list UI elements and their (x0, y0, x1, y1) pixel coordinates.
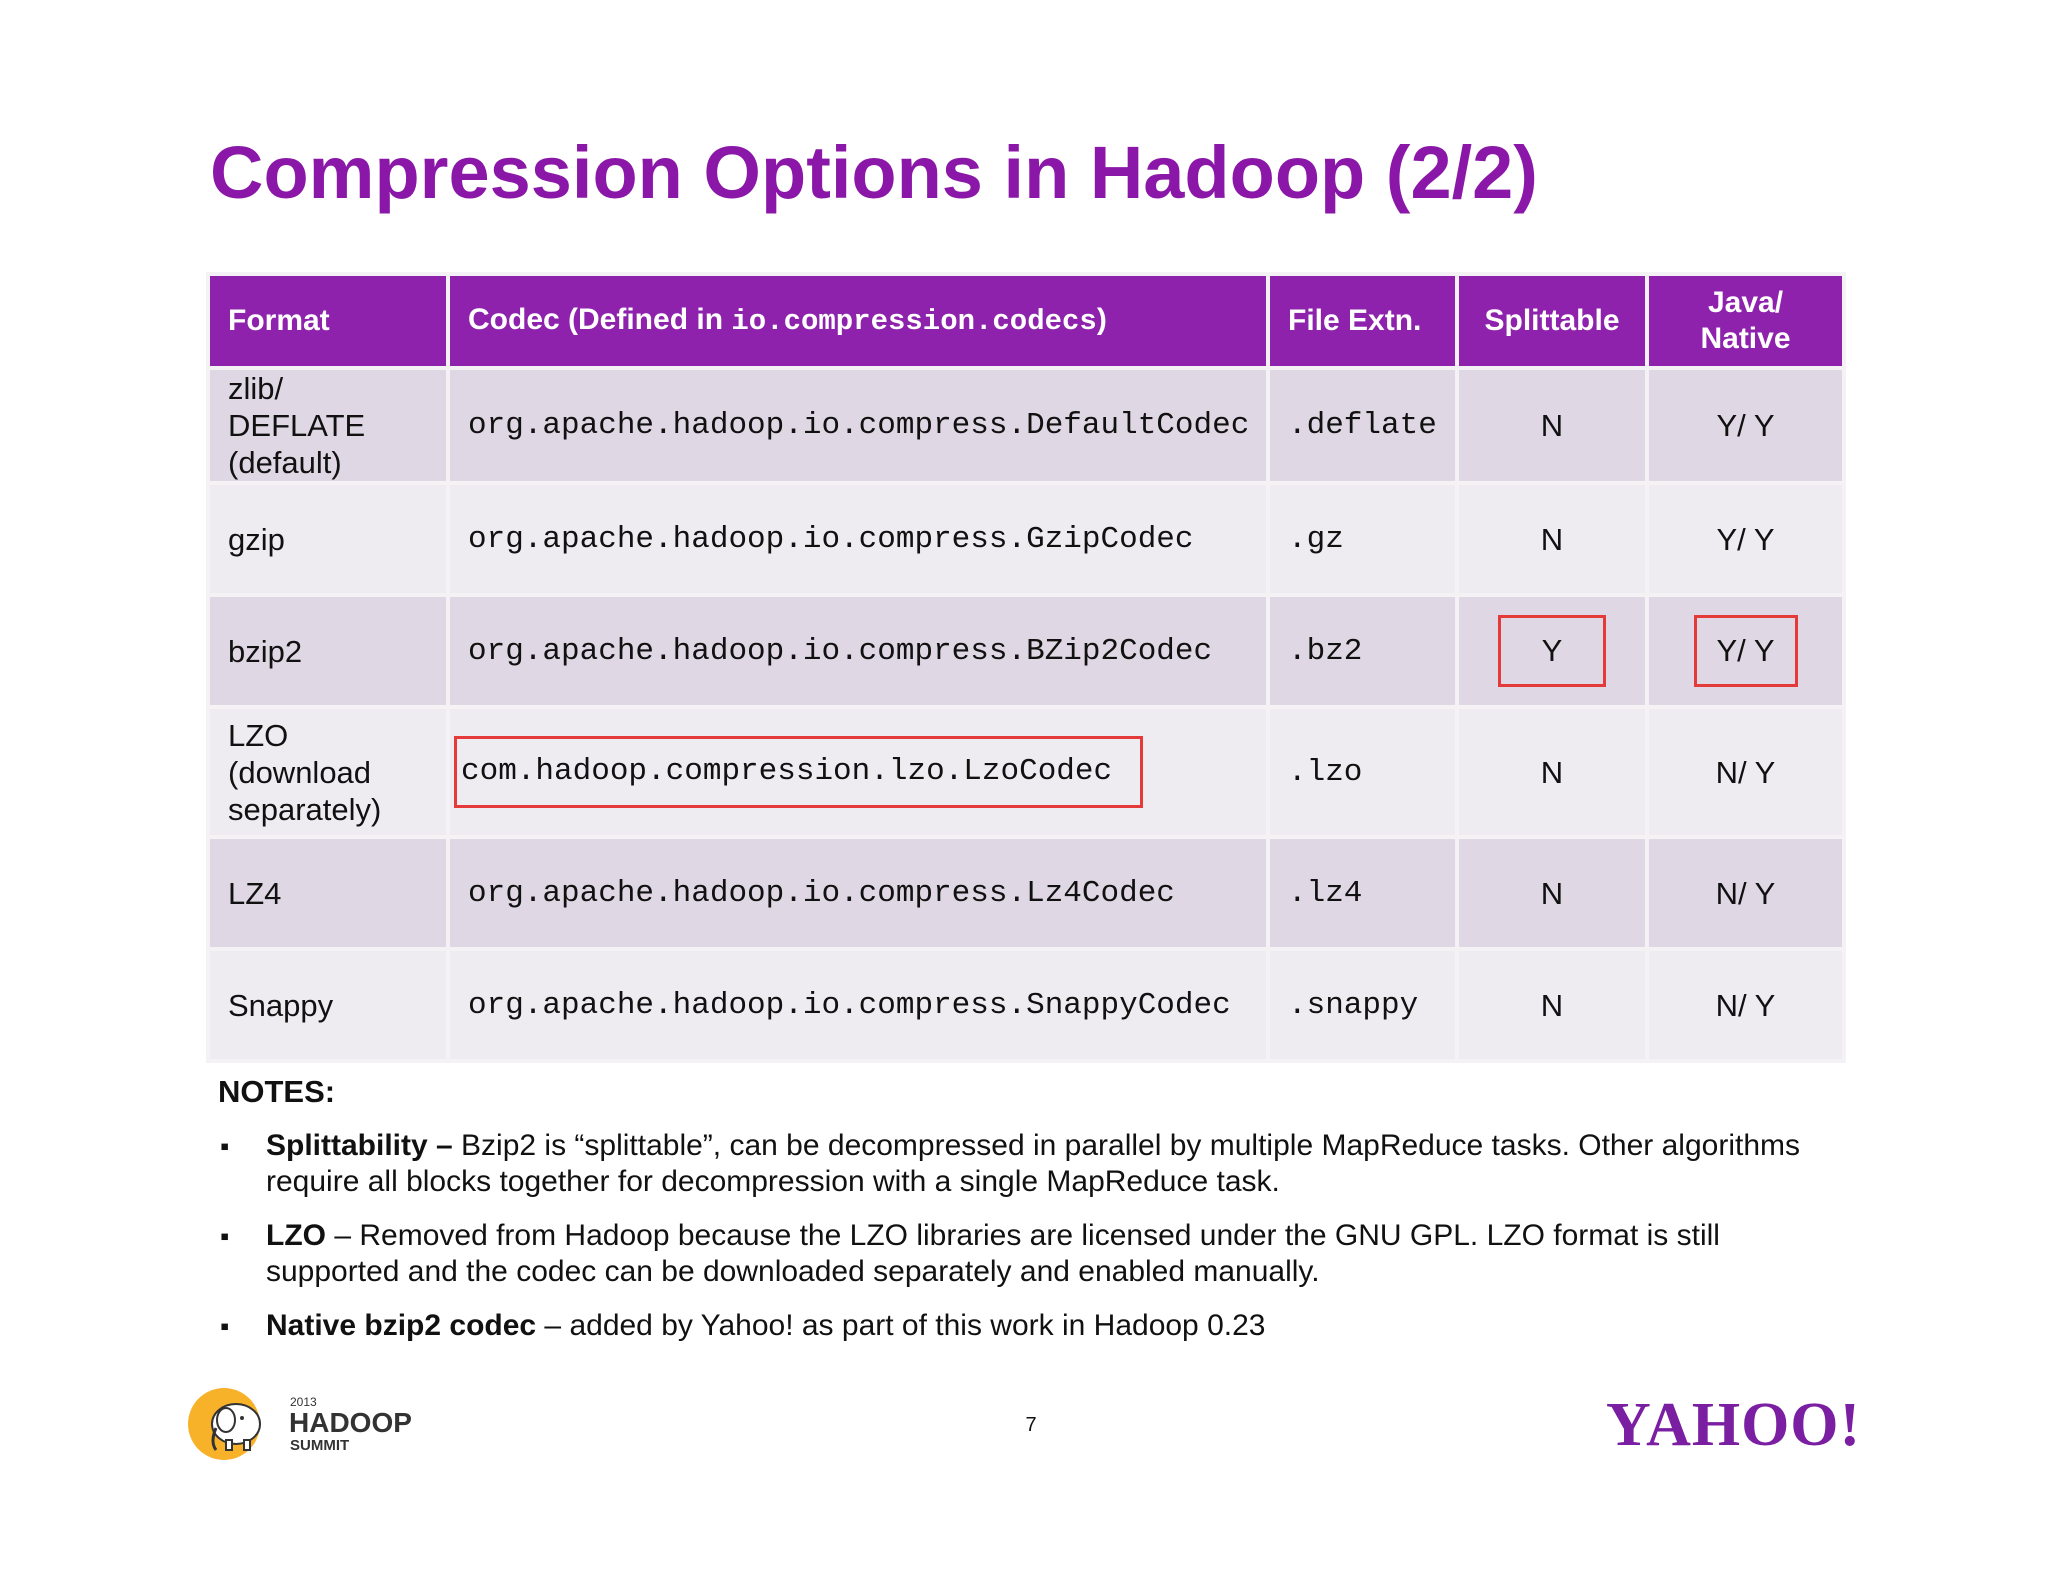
header-splittable: Splittable (1457, 274, 1647, 368)
summit-name: HADOOP (289, 1407, 412, 1438)
compression-codecs-table (206, 272, 1846, 1063)
table-row (208, 837, 1844, 949)
notes-heading: NOTES: (218, 1074, 336, 1109)
hadoop-summit-logo (186, 1384, 426, 1464)
cell-java-native: N/ Y (1647, 837, 1844, 949)
highlight-box: com.hadoop.compression.lzo.LzoCodec (454, 736, 1143, 808)
format-line: zlib/ DEFLATE (228, 371, 366, 443)
cell-java-native: N/ Y (1647, 707, 1844, 837)
highlight-box: Y (1498, 615, 1606, 687)
summit-year: 2013 (290, 1395, 317, 1409)
cell-format (208, 707, 448, 837)
note-item (218, 1128, 1838, 1200)
cell-codec (448, 707, 1268, 837)
cell-splittable: N (1457, 368, 1647, 483)
table-header-row (208, 274, 1844, 368)
cell-ext: .bz2 (1268, 595, 1457, 707)
bullet-icon: ▪ (220, 1311, 230, 1341)
cell-splittable (1457, 595, 1647, 707)
format-line: separately) (228, 791, 382, 827)
cell-codec: org.apache.hadoop.io.compress.GzipCodec (448, 483, 1268, 595)
format-line: LZO (228, 717, 289, 753)
cell-java-native: N/ Y (1647, 949, 1844, 1061)
note-text: – Removed from Hadoop because the LZO libraries are licensed under the GNU GPL. LZO format is still supported and the codec can be downloaded separately and enabled manually. (266, 1219, 1720, 1288)
header-codec-prefix: Codec (Defined in (468, 303, 732, 336)
page-number: 7 (1025, 1414, 1037, 1436)
cell-splittable: N (1457, 837, 1647, 949)
header-java-native-line1: Java/ (1707, 286, 1784, 319)
notes-section (218, 1074, 1838, 1362)
header-java-native (1647, 274, 1844, 368)
note-bold: Splittability – (266, 1129, 453, 1162)
table-row (208, 949, 1844, 1061)
header-codec-suffix: ) (1096, 303, 1107, 336)
table-row (208, 483, 1844, 595)
note-item (218, 1218, 1838, 1290)
cell-format: Snappy (208, 949, 448, 1061)
summit-label: SUMMIT (290, 1437, 350, 1454)
cell-format: bzip2 (208, 595, 448, 707)
cell-format (208, 368, 448, 483)
note-bold: Native bzip2 codec (266, 1309, 537, 1342)
format-line: (default) (228, 445, 342, 480)
cell-codec: org.apache.hadoop.io.compress.DefaultCodec (448, 368, 1268, 483)
bullet-icon: ▪ (220, 1131, 230, 1161)
header-codec (448, 274, 1268, 368)
yahoo-logo: YAHOO! (1606, 1391, 1862, 1459)
cell-java-native: Y/ Y (1647, 368, 1844, 483)
slide-title: Compression Options in Hadoop (2/2) (210, 131, 1538, 214)
cell-java-native (1647, 595, 1844, 707)
cell-codec: org.apache.hadoop.io.compress.Lz4Codec (448, 837, 1268, 949)
header-java-native-line2: Native (1700, 322, 1791, 355)
cell-ext: .deflate (1268, 368, 1457, 483)
header-codec-package: io.compression.codecs (731, 305, 1097, 338)
cell-ext: .gz (1268, 483, 1457, 595)
table-row (208, 595, 1844, 707)
cell-ext: .lzo (1268, 707, 1457, 837)
cell-splittable: N (1457, 949, 1647, 1061)
cell-format: gzip (208, 483, 448, 595)
table-row (208, 368, 1844, 483)
cell-splittable: N (1457, 707, 1647, 837)
cell-codec: org.apache.hadoop.io.compress.BZip2Codec (448, 595, 1268, 707)
note-text: – added by Yahoo! as part of this work in Hadoop 0.23 (536, 1309, 1266, 1342)
note-bold: LZO (266, 1219, 326, 1252)
table-row (208, 707, 1844, 837)
cell-ext: .lz4 (1268, 837, 1457, 949)
highlight-box: Y/ Y (1694, 615, 1798, 687)
note-text: Bzip2 is “splittable”, can be decompressed in parallel by multiple MapReduce tasks. Other algorithms require all blocks together for decompression with a single MapReduce task. (266, 1129, 1800, 1198)
cell-ext: .snappy (1268, 949, 1457, 1061)
header-file-extn: File Extn. (1268, 274, 1457, 368)
bullet-icon: ▪ (220, 1221, 230, 1251)
cell-format: LZ4 (208, 837, 448, 949)
format-line: (download (228, 754, 372, 790)
header-format: Format (208, 274, 448, 368)
cell-codec: org.apache.hadoop.io.compress.SnappyCodec (448, 949, 1268, 1061)
cell-splittable: N (1457, 483, 1647, 595)
note-item (218, 1308, 1838, 1344)
cell-java-native: Y/ Y (1647, 483, 1844, 595)
